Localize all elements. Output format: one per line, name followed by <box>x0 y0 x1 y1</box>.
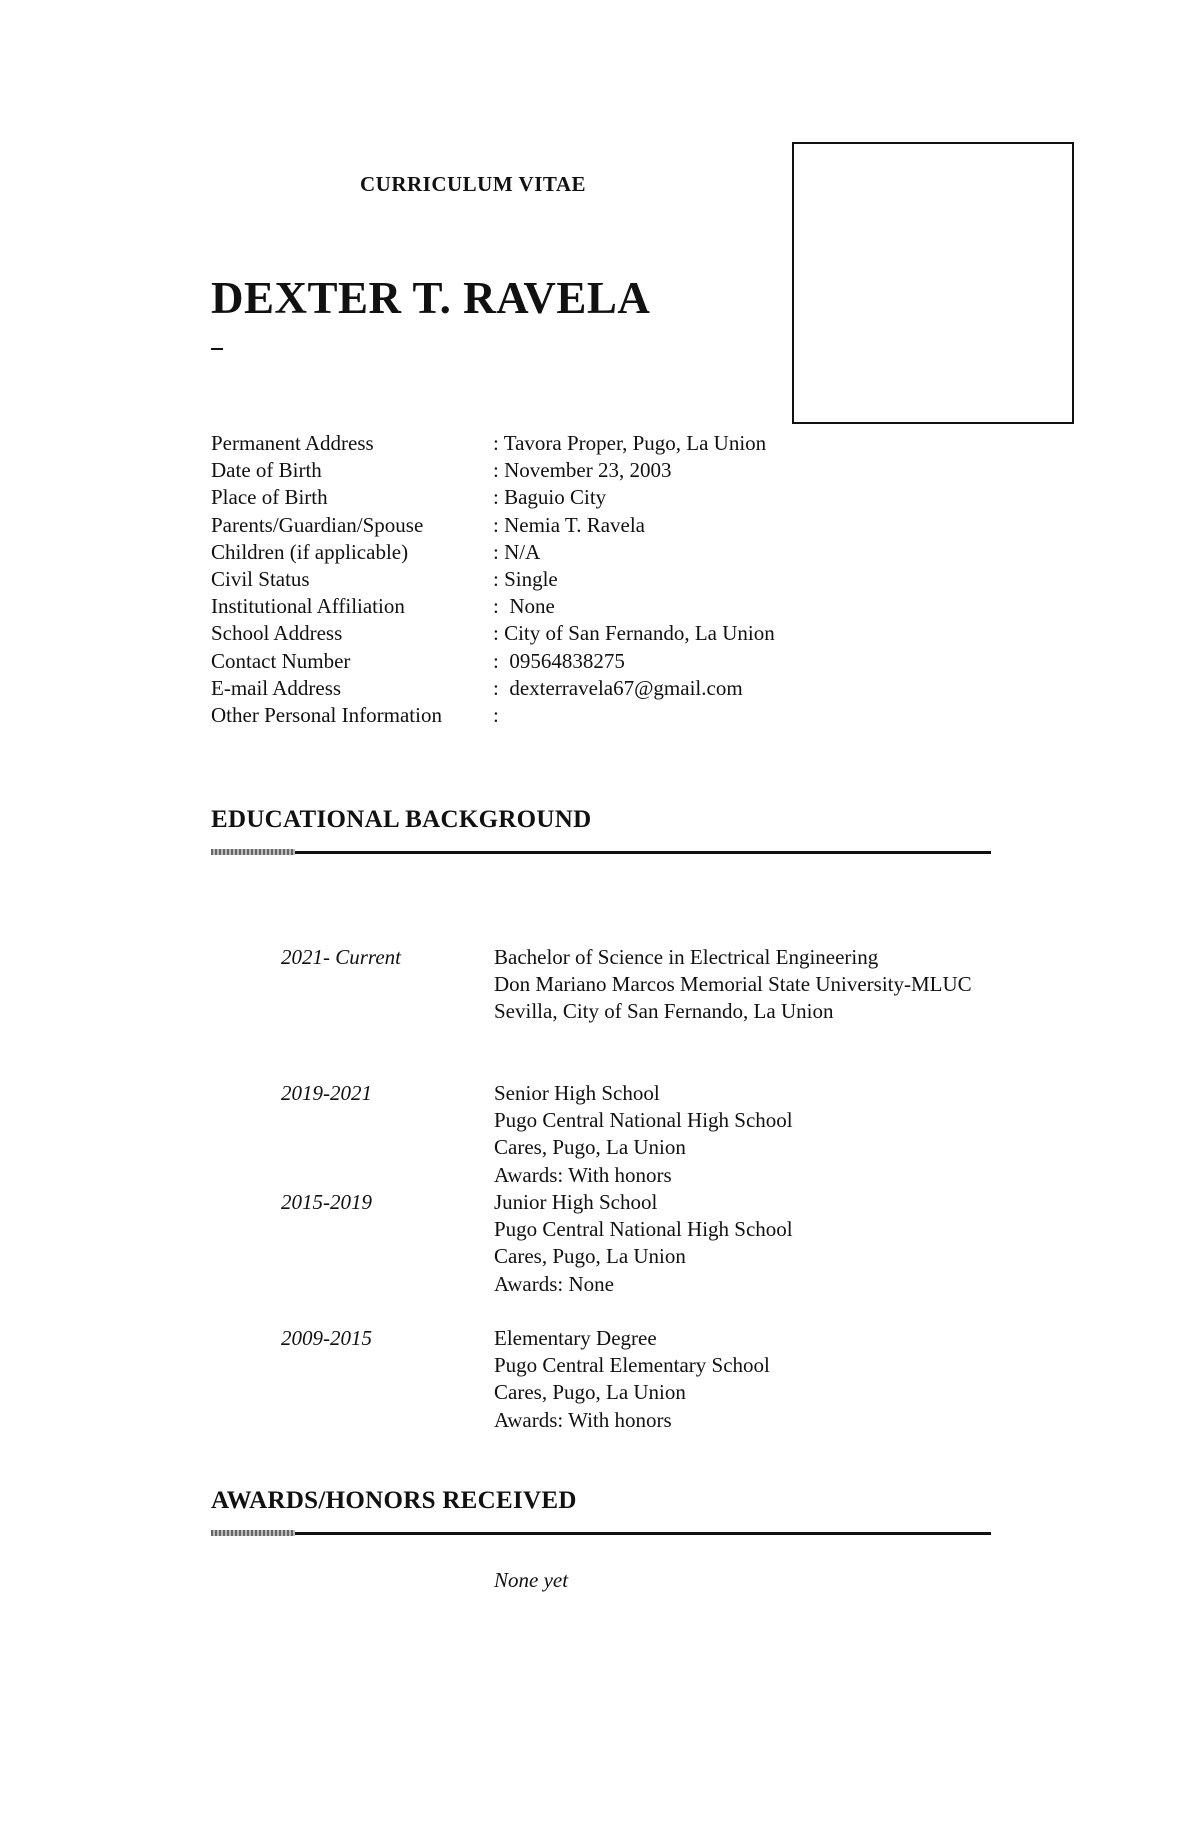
education-line: Awards: With honors <box>494 1162 672 1187</box>
info-label: Date of Birth <box>211 458 322 483</box>
info-row <box>211 675 775 702</box>
info-label: E-mail Address <box>211 675 342 700</box>
info-value: : None <box>493 594 555 619</box>
education-section-title: EDUCATIONAL BACKGROUND <box>211 806 592 833</box>
education-line: Junior High School <box>494 1190 658 1214</box>
info-value: : Baguio City <box>493 485 607 510</box>
awards-section-title: AWARDS/HONORS RECEIVED <box>211 1487 577 1514</box>
section-divider <box>211 1530 991 1536</box>
education-line: Pugo Central Elementary School <box>494 1353 770 1378</box>
info-row <box>211 539 775 566</box>
education-period: 2015-2019 <box>281 1190 372 1214</box>
info-label: Other Personal Information <box>211 702 442 727</box>
info-value: : November 23, 2003 <box>493 458 672 483</box>
info-row <box>211 648 775 675</box>
info-label: Children (if applicable) <box>211 539 409 564</box>
info-label: Institutional Affiliation <box>211 594 405 619</box>
info-value: : N/A <box>493 539 541 564</box>
education-line: Awards: None <box>494 1271 614 1296</box>
education-details <box>494 1325 770 1434</box>
info-label: Permanent Address <box>211 431 374 455</box>
education-period: 2021- Current <box>281 945 401 969</box>
education-details <box>494 1189 793 1298</box>
photo-placeholder <box>792 142 1074 424</box>
education-line: Cares, Pugo, La Union <box>494 1244 686 1269</box>
education-line: Sevilla, City of San Fernando, La Union <box>494 999 834 1024</box>
info-value: : City of San Fernando, La Union <box>493 621 775 646</box>
education-details <box>494 1080 793 1189</box>
info-row <box>211 593 775 620</box>
info-row <box>211 702 775 729</box>
info-label: School Address <box>211 621 343 646</box>
info-row <box>211 620 775 647</box>
info-value: : Nemia T. Ravela <box>493 512 646 537</box>
info-label: Parents/Guardian/Spouse <box>211 512 424 537</box>
education-line: Don Mariano Marcos Memorial State University-MLUC <box>494 972 972 997</box>
section-divider <box>211 849 991 855</box>
info-label: Civil Status <box>211 566 310 591</box>
name-underline-dash <box>211 348 223 350</box>
email-value: : dexterravela67@gmail.com <box>493 675 743 700</box>
info-value: : Single <box>493 566 558 591</box>
education-line: Awards: With honors <box>494 1407 672 1432</box>
education-period: 2009-2015 <box>281 1326 372 1350</box>
education-entry <box>281 944 972 1026</box>
education-entry <box>281 1189 793 1298</box>
education-entry <box>281 1080 793 1189</box>
education-line: Senior High School <box>494 1081 660 1105</box>
education-entry <box>281 1325 770 1434</box>
applicant-name: DEXTER T. RAVELA <box>211 273 651 323</box>
education-line: Elementary Degree <box>494 1326 657 1350</box>
education-line: Cares, Pugo, La Union <box>494 1380 686 1405</box>
personal-info-list <box>211 430 775 729</box>
info-row <box>211 566 775 593</box>
education-line: Bachelor of Science in Electrical Engineering <box>494 945 879 969</box>
info-row <box>211 457 775 484</box>
info-value: : Tavora Proper, Pugo, La Union <box>493 431 767 455</box>
education-details <box>494 944 972 1026</box>
awards-value: None yet <box>494 1568 569 1592</box>
education-line: Cares, Pugo, La Union <box>494 1135 686 1160</box>
education-line: Pugo Central National High School <box>494 1108 793 1133</box>
info-label: Place of Birth <box>211 485 328 510</box>
info-row <box>211 430 775 457</box>
info-value: : 09564838275 <box>493 648 625 673</box>
info-value: : <box>493 702 499 727</box>
info-row <box>211 512 775 539</box>
document-heading: CURRICULUM VITAE <box>360 172 586 196</box>
info-row <box>211 484 775 511</box>
info-label: Contact Number <box>211 648 351 673</box>
education-line: Pugo Central National High School <box>494 1217 793 1242</box>
education-period: 2019-2021 <box>281 1081 372 1105</box>
